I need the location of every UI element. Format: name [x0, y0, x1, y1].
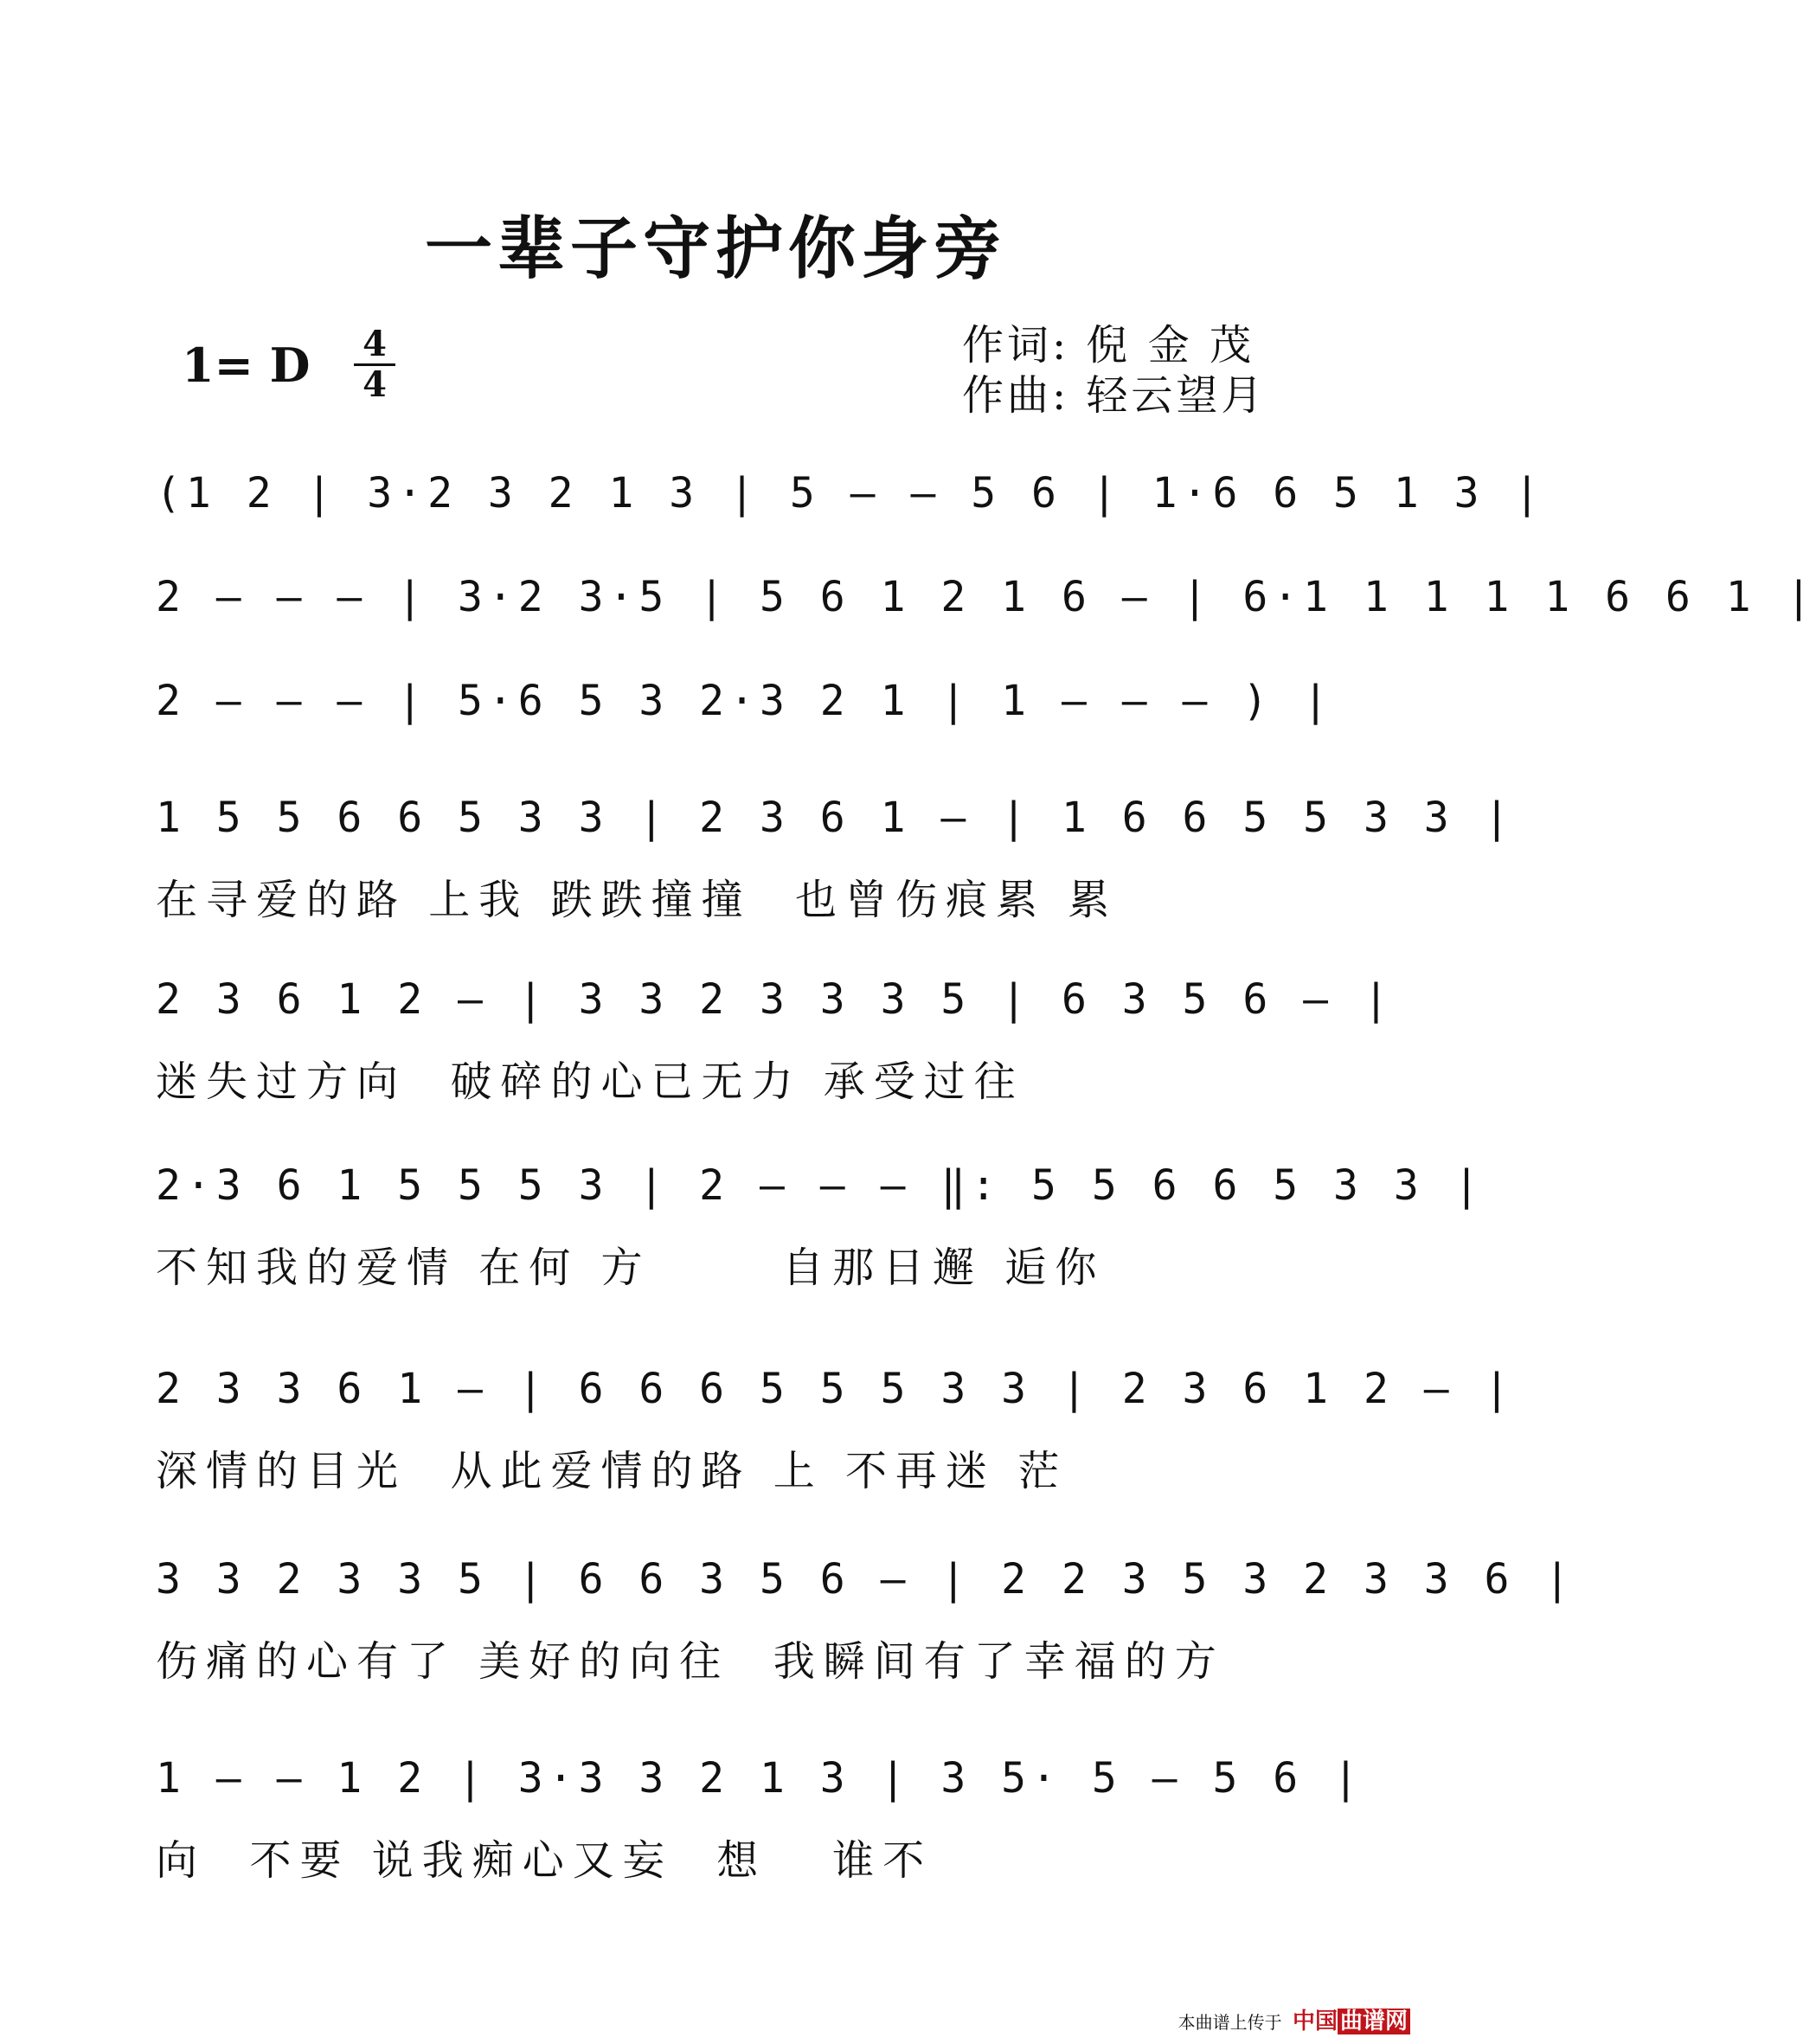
site-logo-part-a: 中国	[1292, 2009, 1338, 2034]
score-row	[156, 1553, 1575, 1700]
notes-line: 1 5 5 6 6 5 3 3 | 2 3 6 1 — | 1 6 6 5 5 3 3 |	[156, 794, 1515, 842]
score-row	[156, 1752, 1364, 1899]
composer-credit: 作曲: 轻云望月	[962, 371, 1267, 420]
footer-watermark	[1178, 2003, 1410, 2035]
footer-text: 本曲谱上传于	[1178, 2012, 1282, 2033]
score-row	[156, 1363, 1515, 1510]
site-logo-part-b: 曲谱网	[1338, 2009, 1410, 2034]
page-title: 一辈子守护你身旁	[424, 210, 1006, 288]
lyrics-line: 深情的目光 从此爱情的路 上 不再迷 茫	[156, 1447, 1068, 1495]
lyrics-line: 向 不要 说我痴心又妄 想 谁不	[156, 1836, 934, 1885]
time-signature-bottom: 4	[363, 364, 387, 405]
lyrics-line: 在寻爱的路 上我 跌跌撞撞 也曾伤痕累 累	[156, 876, 1119, 924]
lyrics-line: 伤痛的心有了 美好的向往 我瞬间有了幸福的方	[156, 1637, 1225, 1686]
notes-line: 2 3 3 6 1 — | 6 6 6 5 5 5 3 3 | 2 3 6 1 2 — |	[156, 1365, 1515, 1413]
notes-line: 2 — — — | 5·6 5 3 2·3 2 1 | 1 — — — ) |	[156, 677, 1334, 725]
site-logo	[1293, 2009, 1410, 2034]
notes-line: 2 — — — | 3·2 3·5 | 5 6 1 2 1 6 — | 6·1 1 1 1 1 6 6 1 |	[156, 573, 1816, 621]
lyrics-line: 不知我的爱情 在何 方 自那日邂 逅你	[156, 1244, 1106, 1292]
notes-line: 2 3 6 1 2 — | 3 3 2 3 3 3 5 | 6 3 5 6 — |	[156, 975, 1394, 1024]
notes-line: 1 — — 1 2 | 3·3 3 2 1 3 | 3 5· 5 — 5 6 |	[156, 1754, 1364, 1803]
score-row	[156, 1160, 1485, 1307]
notes-line: 2·3 6 1 5 5 5 3 | 2 — — — ‖: 5 5 6 6 5 3 3 |	[156, 1161, 1485, 1210]
notes-line: (1 2 | 3·2 3 2 1 3 | 5 — — 5 6 | 1·6 6 5 1 3 |	[156, 469, 1545, 517]
lyricist-credit: 作词: 倪 金 茂	[962, 321, 1255, 370]
score-row	[156, 792, 1515, 939]
key-signature: 1= D	[182, 337, 311, 393]
time-signature-top: 4	[363, 324, 387, 364]
notes-line: 3 3 2 3 3 5 | 6 6 3 5 6 — | 2 2 3 5 3 2 3 3 6 |	[156, 1555, 1575, 1604]
time-signature	[350, 324, 399, 405]
score-row	[156, 974, 1394, 1121]
lyrics-line: 迷失过方向 破碎的心已无力 承受过往	[156, 1057, 1024, 1106]
